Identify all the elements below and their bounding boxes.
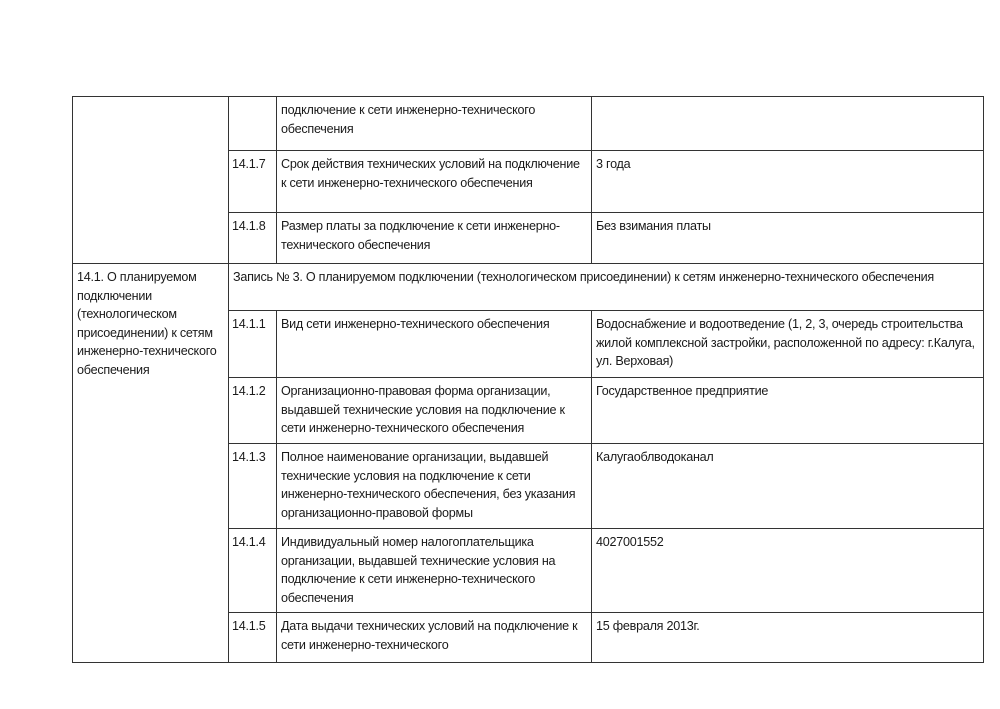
row-number xyxy=(229,97,277,151)
section-title: 14.1. О планируемом подключении (технологическом присоединении) к сетям инженерно-технического обеспечения xyxy=(73,264,229,663)
row-value: Государственное предприятие xyxy=(592,378,984,444)
row-number: 14.1.4 xyxy=(229,529,277,613)
row-value: 3 года xyxy=(592,151,984,213)
table-row xyxy=(73,264,984,311)
row-label: подключение к сети инженерно-технического обеспечения xyxy=(277,97,592,151)
empty-section-cell xyxy=(73,97,229,264)
table-row xyxy=(73,97,984,151)
row-label: Индивидуальный номер налогоплательщика организации, выдавшей технические условия на подключение к сети инженерно-технического обеспечения xyxy=(277,529,592,613)
row-value: 15 февраля 2013г. xyxy=(592,613,984,663)
row-label: Полное наименование организации, выдавшей технические условия на подключение к сети инженерно-технического обеспечения, без указания организационно-правовой формы xyxy=(277,444,592,529)
row-value: 4027001552 xyxy=(592,529,984,613)
row-number: 14.1.2 xyxy=(229,378,277,444)
row-value: Водоснабжение и водоотведение (1, 2, 3, очередь строительства жилой комплексной застройки, расположенной по адресу: г.Калуга, ул. Верховая) xyxy=(592,311,984,378)
row-label: Срок действия технических условий на подключение к сети инженерно-технического обеспечения xyxy=(277,151,592,213)
row-number: 14.1.3 xyxy=(229,444,277,529)
row-number: 14.1.8 xyxy=(229,213,277,264)
row-label: Дата выдачи технических условий на подключение к сети инженерно-технического xyxy=(277,613,592,663)
document-table xyxy=(72,96,984,663)
row-number: 14.1.5 xyxy=(229,613,277,663)
row-label: Размер платы за подключение к сети инженерно-технического обеспечения xyxy=(277,213,592,264)
row-value xyxy=(592,97,984,151)
row-label: Вид сети инженерно-технического обеспечения xyxy=(277,311,592,378)
record-header: Запись № 3. О планируемом подключении (технологическом присоединении) к сетям инженерно-технического обеспечения xyxy=(229,264,984,311)
row-value: Без взимания платы xyxy=(592,213,984,264)
row-label: Организационно-правовая форма организации, выдавшей технические условия на подключение к сети инженерно-технического обеспечения xyxy=(277,378,592,444)
row-value: Калугаоблводоканал xyxy=(592,444,984,529)
row-number: 14.1.7 xyxy=(229,151,277,213)
row-number: 14.1.1 xyxy=(229,311,277,378)
